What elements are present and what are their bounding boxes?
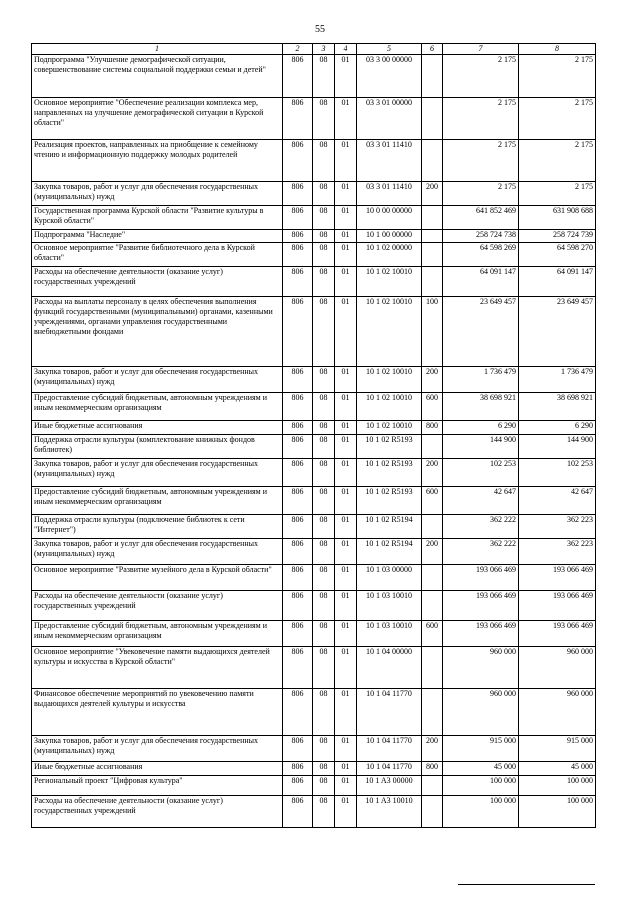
row-subsection: 01 [335,98,357,140]
row-amount-year2: 631 908 688 [519,206,596,230]
row-amount-year2: 362 223 [519,539,596,565]
table-row [32,206,596,230]
column-header: 8 [519,44,596,55]
table-row [32,98,596,140]
row-name: Закупка товаров, работ и услуг для обеспечения государственных (муниципальных) нужд [32,182,283,206]
row-amount-year1: 100 000 [443,796,519,828]
row-subsection: 01 [335,55,357,98]
table-row [32,459,596,487]
row-admin-code: 806 [283,55,313,98]
row-subsection: 01 [335,689,357,736]
row-subsection: 01 [335,140,357,182]
row-name: Подпрограмма "Улучшение демографической ситуации, совершенствование системы социальной поддержки семьи и детей" [32,55,283,98]
row-name: Закупка товаров, работ и услуг для обеспечения государственных (муниципальных) нужд [32,736,283,762]
table-row [32,393,596,421]
row-subsection: 01 [335,621,357,647]
row-section: 08 [313,736,335,762]
row-amount-year1: 193 066 469 [443,621,519,647]
row-section: 08 [313,539,335,565]
row-subsection: 01 [335,776,357,796]
row-target-code: 10 1 04 11770 [357,762,422,776]
row-expense-type [422,515,443,539]
row-target-code: 10 1 02 10010 [357,367,422,393]
row-section: 08 [313,487,335,515]
row-admin-code: 806 [283,591,313,621]
row-section: 08 [313,647,335,689]
row-target-code: 10 1 02 00000 [357,243,422,267]
row-target-code: 10 1 02 R5193 [357,487,422,515]
row-name: Предоставление субсидий бюджетным, автономным учреждениям и иным некоммерческим организациям [32,487,283,515]
row-admin-code: 806 [283,796,313,828]
column-header: 5 [357,44,422,55]
row-name: Поддержка отрасли культуры (подключение библиотек к сети "Интернет") [32,515,283,539]
row-section: 08 [313,297,335,367]
row-target-code: 03 3 01 11410 [357,140,422,182]
row-section: 08 [313,515,335,539]
row-section: 08 [313,182,335,206]
row-admin-code: 806 [283,487,313,515]
row-name: Расходы на выплаты персоналу в целях обеспечения выполнения функций государственными (муниципальными) органами, казенными учреждениями, органами управления государственными внебюджетными фондами [32,297,283,367]
row-amount-year1: 23 649 457 [443,297,519,367]
row-amount-year1: 45 000 [443,762,519,776]
row-amount-year1: 960 000 [443,689,519,736]
row-amount-year2: 2 175 [519,140,596,182]
row-admin-code: 806 [283,367,313,393]
row-admin-code: 806 [283,98,313,140]
row-amount-year2: 102 253 [519,459,596,487]
row-target-code: 10 1 02 R5193 [357,459,422,487]
row-expense-type: 800 [422,762,443,776]
row-section: 08 [313,230,335,243]
row-subsection: 01 [335,796,357,828]
table-row [32,736,596,762]
row-target-code: 10 1 A3 00000 [357,776,422,796]
row-amount-year2: 64 598 270 [519,243,596,267]
table-row [32,435,596,459]
row-subsection: 01 [335,243,357,267]
bottom-rule [458,884,595,885]
row-section: 08 [313,55,335,98]
column-header: 1 [32,44,283,55]
row-target-code: 10 1 A3 10010 [357,796,422,828]
header-row [32,44,596,55]
column-header: 2 [283,44,313,55]
budget-table [31,43,596,828]
row-amount-year1: 362 222 [443,515,519,539]
row-section: 08 [313,689,335,736]
row-subsection: 01 [335,736,357,762]
row-amount-year2: 193 066 469 [519,565,596,591]
row-amount-year2: 362 223 [519,515,596,539]
row-amount-year1: 1 736 479 [443,367,519,393]
table-row [32,515,596,539]
row-name: Предоставление субсидий бюджетным, автономным учреждениям и иным некоммерческим организациям [32,393,283,421]
row-subsection: 01 [335,297,357,367]
row-target-code: 10 1 04 11770 [357,689,422,736]
row-subsection: 01 [335,267,357,297]
row-name: Закупка товаров, работ и услуг для обеспечения государственных (муниципальных) нужд [32,367,283,393]
row-expense-type: 600 [422,621,443,647]
row-admin-code: 806 [283,230,313,243]
row-admin-code: 806 [283,459,313,487]
row-name: Расходы на обеспечение деятельности (оказание услуг) государственных учреждений [32,796,283,828]
row-expense-type: 200 [422,736,443,762]
row-section: 08 [313,367,335,393]
row-admin-code: 806 [283,267,313,297]
row-expense-type [422,98,443,140]
page-number: 55 [315,24,325,35]
row-expense-type: 200 [422,182,443,206]
row-amount-year1: 2 175 [443,182,519,206]
row-amount-year2: 42 647 [519,487,596,515]
row-name: Основное мероприятие "Увековечение памяти выдающихся деятелей культуры и искусства в Курской области" [32,647,283,689]
row-expense-type [422,689,443,736]
row-section: 08 [313,393,335,421]
row-amount-year2: 38 698 921 [519,393,596,421]
row-subsection: 01 [335,539,357,565]
row-expense-type [422,776,443,796]
row-target-code: 10 1 02 10010 [357,267,422,297]
row-amount-year2: 45 000 [519,762,596,776]
row-amount-year1: 193 066 469 [443,591,519,621]
row-name: Основное мероприятие "Обеспечение реализации комплекса мер, направленных на улучшение демографической ситуации в Курской области" [32,98,283,140]
row-admin-code: 806 [283,206,313,230]
row-amount-year2: 2 175 [519,55,596,98]
row-section: 08 [313,796,335,828]
row-amount-year1: 915 000 [443,736,519,762]
row-expense-type [422,647,443,689]
row-name: Региональный проект "Цифровая культура" [32,776,283,796]
row-subsection: 01 [335,591,357,621]
row-amount-year1: 100 000 [443,776,519,796]
row-expense-type: 600 [422,487,443,515]
row-expense-type [422,55,443,98]
row-expense-type [422,435,443,459]
table-row [32,182,596,206]
row-subsection: 01 [335,565,357,591]
row-name: Расходы на обеспечение деятельности (оказание услуг) государственных учреждений [32,267,283,297]
row-amount-year2: 1 736 479 [519,367,596,393]
row-amount-year1: 144 900 [443,435,519,459]
row-target-code: 10 1 02 10010 [357,393,422,421]
row-amount-year1: 960 000 [443,647,519,689]
row-expense-type: 200 [422,459,443,487]
row-admin-code: 806 [283,243,313,267]
row-name: Иные бюджетные ассигнования [32,762,283,776]
row-subsection: 01 [335,435,357,459]
row-admin-code: 806 [283,776,313,796]
row-name: Основное мероприятие "Развитие библиотечного дела в Курской области" [32,243,283,267]
row-amount-year1: 2 175 [443,55,519,98]
row-amount-year2: 100 000 [519,776,596,796]
row-amount-year2: 193 066 469 [519,621,596,647]
row-amount-year1: 362 222 [443,539,519,565]
row-amount-year2: 23 649 457 [519,297,596,367]
table-row [32,565,596,591]
row-expense-type [422,140,443,182]
row-subsection: 01 [335,515,357,539]
table-row [32,539,596,565]
row-subsection: 01 [335,421,357,435]
row-amount-year2: 2 175 [519,98,596,140]
column-header: 4 [335,44,357,55]
row-target-code: 10 1 03 00000 [357,565,422,591]
row-expense-type: 100 [422,297,443,367]
row-subsection: 01 [335,367,357,393]
row-target-code: 10 1 02 R5194 [357,539,422,565]
row-admin-code: 806 [283,736,313,762]
row-target-code: 10 1 00 00000 [357,230,422,243]
row-amount-year2: 960 000 [519,647,596,689]
table-row [32,421,596,435]
table-row [32,776,596,796]
row-section: 08 [313,621,335,647]
row-amount-year1: 64 598 269 [443,243,519,267]
row-subsection: 01 [335,206,357,230]
row-expense-type [422,206,443,230]
row-name: Закупка товаров, работ и услуг для обеспечения государственных (муниципальных) нужд [32,539,283,565]
row-admin-code: 806 [283,140,313,182]
row-section: 08 [313,591,335,621]
row-admin-code: 806 [283,565,313,591]
row-section: 08 [313,421,335,435]
row-target-code: 10 1 02 10010 [357,421,422,435]
table-row [32,647,596,689]
row-subsection: 01 [335,182,357,206]
row-target-code: 10 1 02 10010 [357,297,422,367]
row-name: Расходы на обеспечение деятельности (оказание услуг) государственных учреждений [32,591,283,621]
row-name: Закупка товаров, работ и услуг для обеспечения государственных (муниципальных) нужд [32,459,283,487]
row-amount-year1: 193 066 469 [443,565,519,591]
row-name: Финансовое обеспечение мероприятий по увековечению памяти выдающихся деятелей культуры и искусства [32,689,283,736]
row-expense-type: 600 [422,393,443,421]
row-section: 08 [313,267,335,297]
row-amount-year2: 2 175 [519,182,596,206]
row-expense-type: 200 [422,367,443,393]
row-admin-code: 806 [283,621,313,647]
row-name: Поддержка отрасли культуры (комплектование книжных фондов библиотек) [32,435,283,459]
row-amount-year1: 641 852 469 [443,206,519,230]
row-target-code: 10 1 04 11770 [357,736,422,762]
table-row [32,762,596,776]
row-admin-code: 806 [283,435,313,459]
row-target-code: 10 1 03 10010 [357,621,422,647]
row-target-code: 10 0 00 00000 [357,206,422,230]
table-row [32,487,596,515]
table-row [32,689,596,736]
row-subsection: 01 [335,459,357,487]
row-amount-year1: 6 290 [443,421,519,435]
row-admin-code: 806 [283,515,313,539]
table-row [32,267,596,297]
row-amount-year2: 258 724 739 [519,230,596,243]
row-section: 08 [313,459,335,487]
row-name: Основное мероприятие "Развитие музейного дела в Курской области" [32,565,283,591]
row-target-code: 03 3 01 11410 [357,182,422,206]
row-amount-year2: 64 091 147 [519,267,596,297]
row-name: Реализация проектов, направленных на приобщение к семейному чтению и информационную поддержку молодых родителей [32,140,283,182]
column-header: 7 [443,44,519,55]
row-amount-year1: 258 724 738 [443,230,519,243]
row-expense-type [422,267,443,297]
row-subsection: 01 [335,762,357,776]
row-expense-type: 800 [422,421,443,435]
row-section: 08 [313,565,335,591]
column-header: 6 [422,44,443,55]
row-amount-year1: 42 647 [443,487,519,515]
table-row [32,621,596,647]
row-amount-year2: 100 000 [519,796,596,828]
row-target-code: 10 1 03 10010 [357,591,422,621]
row-amount-year1: 2 175 [443,140,519,182]
row-expense-type [422,243,443,267]
table-row [32,230,596,243]
row-subsection: 01 [335,393,357,421]
row-section: 08 [313,243,335,267]
row-amount-year1: 2 175 [443,98,519,140]
table-row [32,796,596,828]
row-admin-code: 806 [283,297,313,367]
row-section: 08 [313,140,335,182]
row-name: Подпрограмма "Наследие" [32,230,283,243]
row-subsection: 01 [335,487,357,515]
row-expense-type [422,565,443,591]
table-row [32,55,596,98]
row-name: Государственная программа Курской области "Развитие культуры в Курской области" [32,206,283,230]
row-amount-year2: 193 066 469 [519,591,596,621]
row-admin-code: 806 [283,762,313,776]
row-section: 08 [313,435,335,459]
row-target-code: 10 1 04 00000 [357,647,422,689]
row-target-code: 03 3 00 00000 [357,55,422,98]
column-header: 3 [313,44,335,55]
row-section: 08 [313,98,335,140]
row-amount-year2: 144 900 [519,435,596,459]
table-row [32,367,596,393]
row-section: 08 [313,206,335,230]
row-section: 08 [313,762,335,776]
row-section: 08 [313,776,335,796]
row-admin-code: 806 [283,182,313,206]
row-target-code: 10 1 02 R5194 [357,515,422,539]
row-amount-year1: 64 091 147 [443,267,519,297]
row-subsection: 01 [335,647,357,689]
table-row [32,243,596,267]
row-admin-code: 806 [283,689,313,736]
row-amount-year2: 960 000 [519,689,596,736]
table-row [32,297,596,367]
row-name: Иные бюджетные ассигнования [32,421,283,435]
row-expense-type [422,230,443,243]
table-row [32,591,596,621]
row-amount-year2: 915 000 [519,736,596,762]
row-expense-type [422,591,443,621]
row-amount-year2: 6 290 [519,421,596,435]
row-subsection: 01 [335,230,357,243]
row-expense-type [422,796,443,828]
row-amount-year1: 38 698 921 [443,393,519,421]
table-row [32,140,596,182]
row-name: Предоставление субсидий бюджетным, автономным учреждениям и иным некоммерческим организациям [32,621,283,647]
row-target-code: 10 1 02 R5193 [357,435,422,459]
row-admin-code: 806 [283,539,313,565]
row-admin-code: 806 [283,421,313,435]
row-admin-code: 806 [283,647,313,689]
row-amount-year1: 102 253 [443,459,519,487]
row-expense-type: 200 [422,539,443,565]
row-admin-code: 806 [283,393,313,421]
row-target-code: 03 3 01 00000 [357,98,422,140]
